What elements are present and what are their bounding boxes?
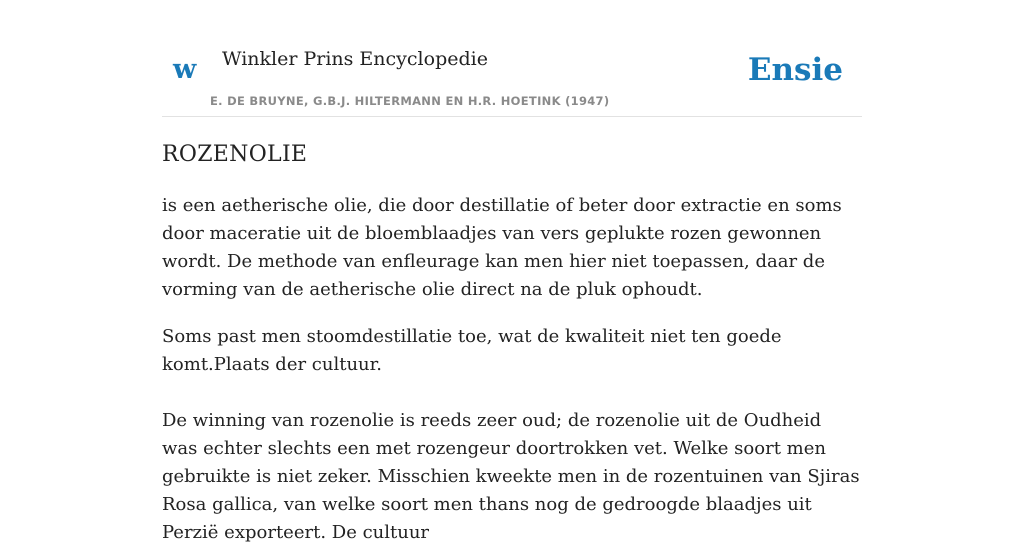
winkler-prins-logo[interactable]: w xyxy=(173,54,197,85)
article xyxy=(162,138,862,547)
article-paragraph: De winning van rozenolie is reeds zeer oud; de rozenolie uit de Oudheid was echter slechts een met rozengeur doortrokken vet. Welke soort men gebruikte is niet zeker. Misschien kweekte men in de rozentuinen van Sjiras Rosa gallica, van welke soort men thans nog de gedroogde blaadjes uit Perzië exporteert. De cultuur xyxy=(162,410,860,543)
article-paragraph: Soms past men stoomdestillatie toe, wat de kwaliteit niet ten goede komt.Plaats der cultuur. xyxy=(162,326,782,375)
source-title: Winkler Prins Encyclopedie xyxy=(222,48,488,70)
source-authors: E. DE BRUYNE, G.B.J. HILTERMANN EN H.R. HOETINK (1947) xyxy=(210,94,610,108)
article-title: ROZENOLIE xyxy=(162,142,308,167)
ensie-logo[interactable]: Ensie xyxy=(747,52,843,88)
page-header xyxy=(162,30,862,117)
article-paragraph: is een aetherische olie, die door destillatie of beter door extractie en soms door maceratie uit de bloemblaadjes van vers geplukte rozen gewonnen wordt. De methode van enfleurage kan men hier niet toepassen, daar de vorming van de aetherische olie direct na de pluk ophoudt. xyxy=(162,195,842,300)
